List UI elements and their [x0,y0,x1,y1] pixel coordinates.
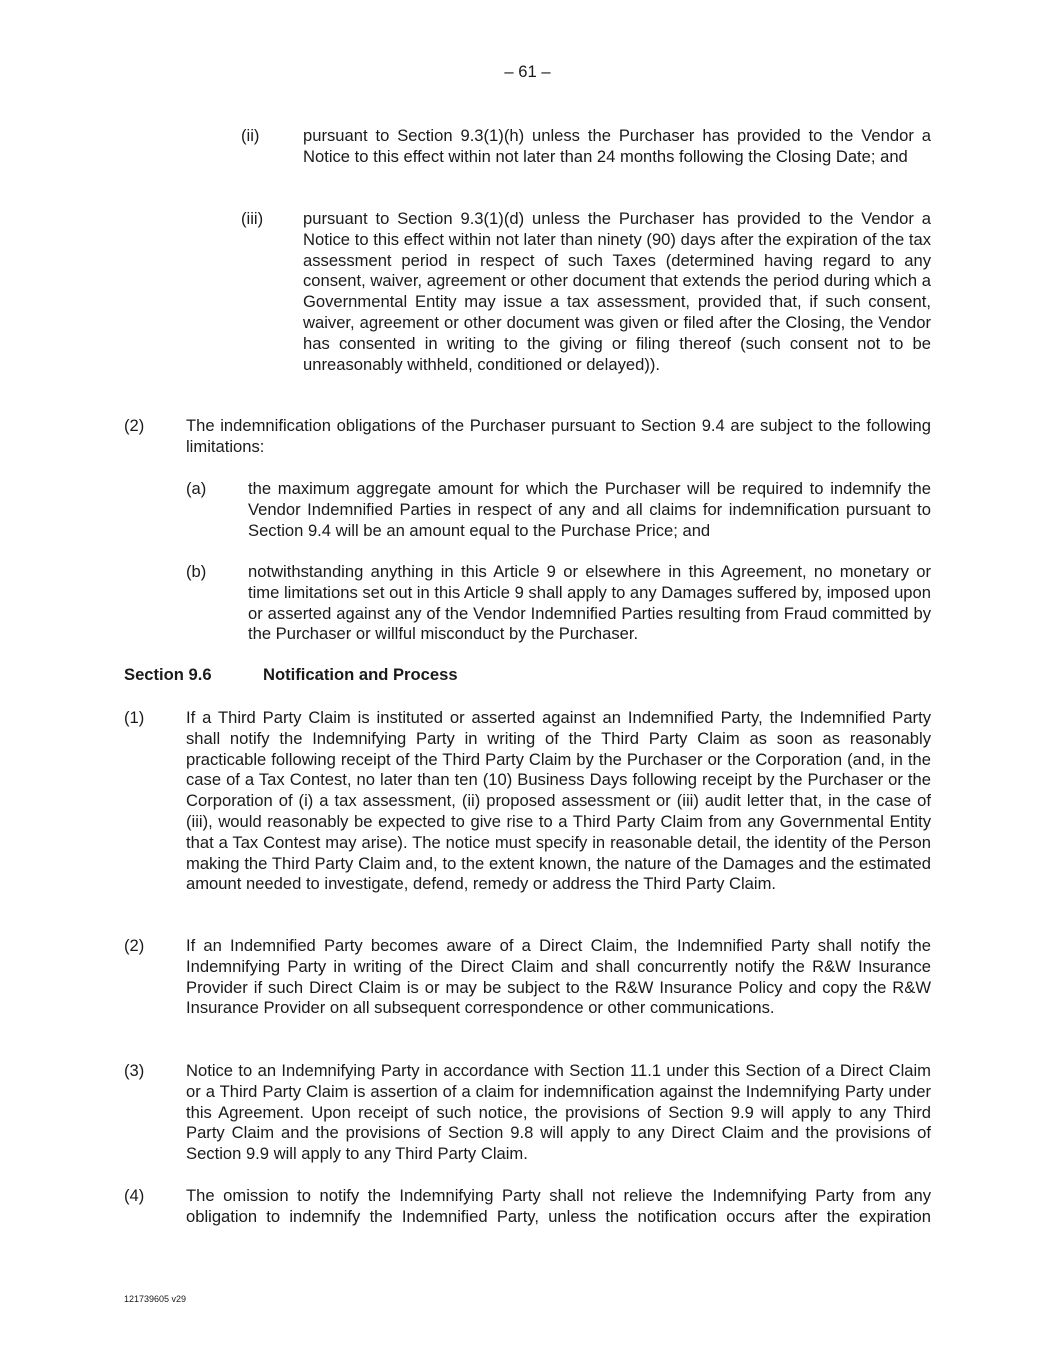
item-label: (2) [124,416,145,435]
item-label: (4) [124,1186,145,1205]
item-label: (3) [124,1061,145,1080]
item-label: (1) [124,708,145,727]
item-text: the maximum aggregate amount for which the Purchaser will be required to indemnify the Vendor Indemnified Parties in respect of any and all claims for indemnification pursuant to Section 9.4 will be an amount equal to the Purchase Price; and [248,479,931,540]
item-text: pursuant to Section 9.3(1)(d) unless the Purchaser has provided to the Vendor a Notice to this effect within not later than ninety (90) days after the expiration of the tax assessment period in respect of such Taxes (determined having regard to any consent, waiver, agreement or other document that extends the period during which a Governmental Entity may issue a tax assessment, provided that, if such consent, waiver, agreement or other document was given or filed after the Closing, the Vendor has consented in writing to the giving or filing thereof (such consent not to be unreasonably withheld, conditioned or delayed)). [303,209,931,374]
item-text: The indemnification obligations of the Purchaser pursuant to Section 9.4 are subject to the following limitations: [186,416,931,456]
item-label: (iii) [241,209,264,228]
item-text: If an Indemnified Party becomes aware of a Direct Claim, the Indemnified Party shall notify the Indemnifying Party in writing of the Direct Claim and shall concurrently notify the R&W Insurance Provider if such Direct Claim is or may be subject to the R&W Insurance Policy and copy the R&W Insurance Provider on all subsequent correspondence or other communications. [186,936,931,1018]
item-text: If a Third Party Claim is instituted or asserted against an Indemnified Party, the Indemnified Party shall notify the Indemnifying Party in writing of the Third Party Claim as soon as reasonably practicable following receipt of the Third Party Claim by the Purchaser or the Corporation (and, in the case of a Tax Contest, no later than ten (10) Business Days following receipt by the Purchaser or the Corporation of (i) a tax assessment, (ii) proposed assessment or (iii) audit letter that, in the case of (iii), would reasonably be expected to give rise to a Third Party Claim from any Governmental Entity that a Tax Contest may arise). The notice must specify in reasonable detail, the identity of the Person making the Third Party Claim and, to the extent known, the nature of the Damages and the estimated amount needed to investigate, defend, remedy or address the Third Party Claim. [186,708,931,894]
item-text: notwithstanding anything in this Article 9 or elsewhere in this Agreement, no monetary or time limitations set out in this Article 9 shall apply to any Damages suffered by, imposed upon or asserted against any of the Vendor Indemnified Parties resulting from Fraud committed by the Purchaser or willful misconduct by the Purchaser. [248,562,931,644]
section-number: Section 9.6 [124,665,212,684]
item-text: The omission to notify the Indemnifying Party shall not relieve the Indemnifying Party from any obligation to indemnify the Indemnified Party, unless the notification occurs after the expiration [186,1186,931,1226]
item-text: pursuant to Section 9.3(1)(h) unless the Purchaser has provided to the Vendor a Notice to this effect within not later than 24 months following the Closing Date; and [303,126,931,166]
item-label: (b) [186,562,207,581]
item-text: Notice to an Indemnifying Party in accordance with Section 11.1 under this Section of a Direct Claim or a Third Party Claim is assertion of a claim for indemnification against the Indemnifying Party under this Agreement. Upon receipt of such notice, the provisions of Section 9.9 will apply to any Third Party Claim and the provisions of Section 9.8 will apply to any Direct Claim and the provisions of Section 9.9 will apply to any Third Party Claim. [186,1061,931,1164]
page-number: – 61 – [504,62,551,81]
item-label: (2) [124,936,145,955]
section-title: Notification and Process [263,665,458,684]
item-label: (ii) [241,126,260,145]
document-id: 121739605 v29 [124,1294,187,1304]
item-label: (a) [186,479,207,498]
